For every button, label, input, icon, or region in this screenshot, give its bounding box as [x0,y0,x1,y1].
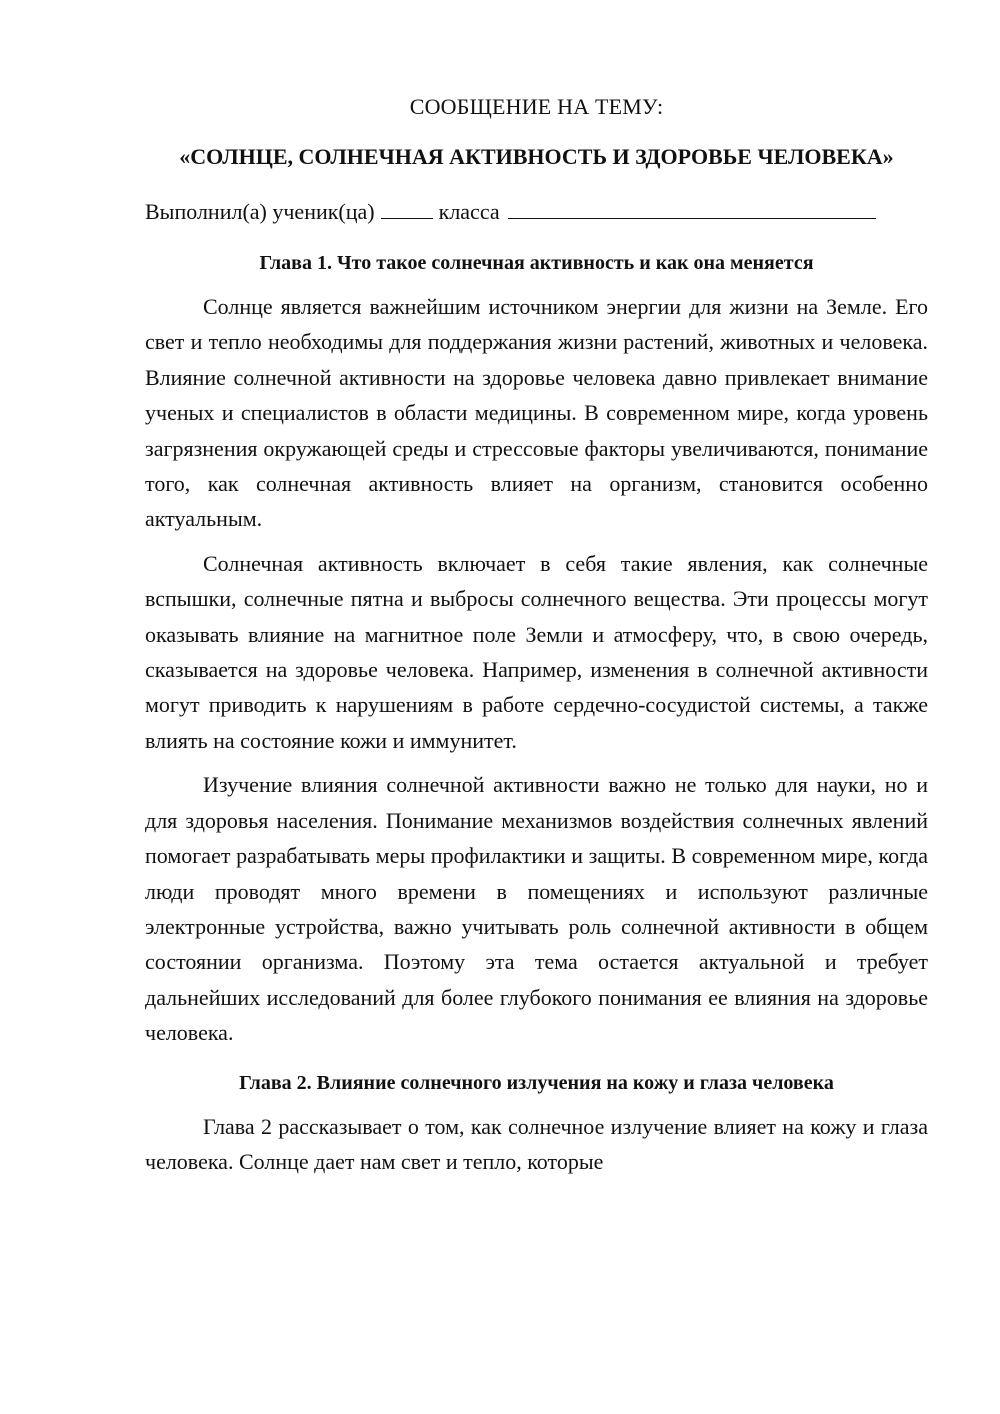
class-number-blank [381,196,433,219]
chapter-2-heading: Глава 2. Влияние солнечного излучения на кожу и глаза человека [239,1071,834,1094]
chapter-1-paragraph-2: Солнечная активность включает в себя такие явления, как солнечные вспышки, солнечные пятна и выбросы солнечного вещества. Эти процессы могут оказывать влияние на магнитное поле Земли и атмосферу, что, в свою очередь, сказывается на здоровье человека. Например, изменения в солнечной активности могут приводить к нарушениям в работе сердечно-сосудистой системы, а также влиять на состояние кожи и иммунитет. [145,550,928,753]
chapter-1-paragraph-1: Солнце является важнейшим источником энергии для жизни на Земле. Его свет и тепло необходимы для поддержания жизни растений, животных и человека. Влияние солнечной активности на здоровье человека давно привлекает внимание ученых и специалистов в области медицины. В современном мире, когда уровень загрязнения окружающей среды и стрессовые факторы увеличиваются, понимание того, как солнечная активность влияет на организм, становится особенно актуальным. [145,294,928,532]
author-name-blank [508,196,876,219]
author-line [145,196,928,227]
class-word: класса [438,199,500,224]
document-title: «СОЛНЦЕ, СОЛНЕЧНАЯ АКТИВНОСТЬ И ЗДОРОВЬЕ ЧЕЛОВЕКА» [179,144,894,169]
author-prefix: Выполнил(а) ученик(ца) [145,199,375,224]
chapter-1-heading: Глава 1. Что такое солнечная активность и как она меняется [259,252,814,274]
document-subtitle: СООБЩЕНИЕ НА ТЕМУ: [409,94,664,119]
document-page [145,92,928,1179]
chapter-2-paragraph-1: Глава 2 рассказывает о том, как солнечное излучение влияет на кожу и глаза человека. Солнце дает нам свет и тепло, которые [145,1113,928,1174]
chapter-1-paragraph-3: Изучение влияния солнечной активности важно не только для науки, но и для здоровья населения. Понимание механизмов воздействия солнечных явлений помогает разрабатывать меры профилактики и защиты. В современном мире, когда люди проводят много времени в помещениях и используют различные электронные устройства, важно учитывать роль солнечной активности в общем состоянии организма. Поэтому эта тема остается актуальной и требует дальнейших исследований для более глубокого понимания ее влияния на здоровье человека. [145,772,928,1046]
